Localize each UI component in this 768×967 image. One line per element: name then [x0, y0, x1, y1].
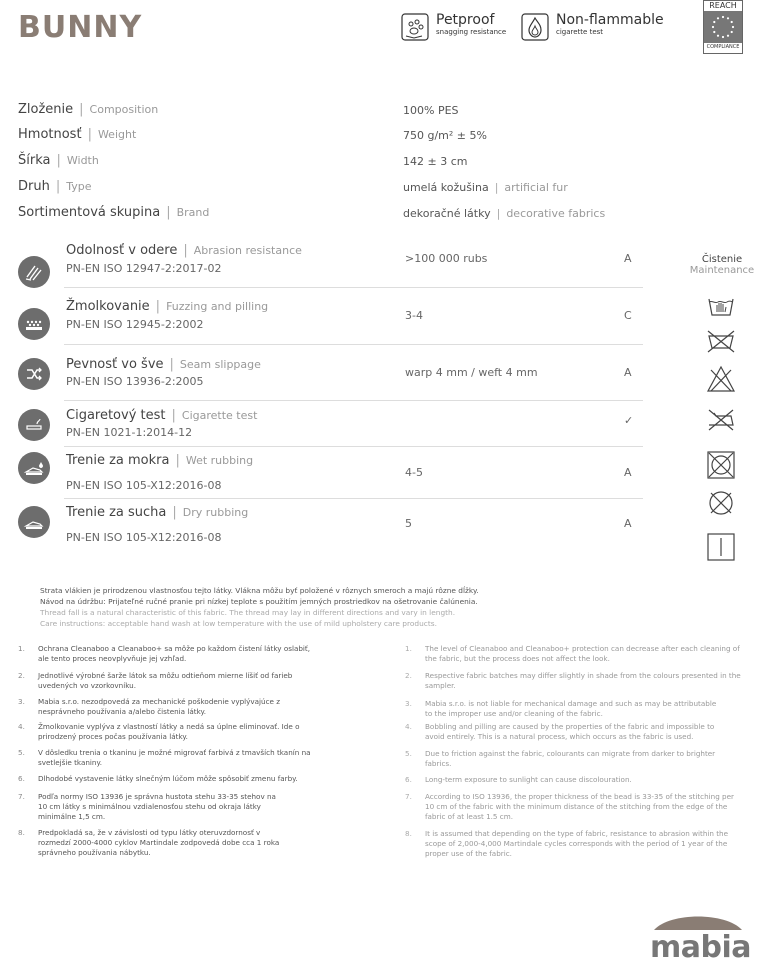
flame-icon: [520, 12, 550, 42]
row-divider: [64, 287, 643, 288]
test-name-en: Cigarette test: [181, 409, 258, 422]
reach-compliance-logo: [703, 0, 743, 54]
spec-row-weight: Hmotnosť | Weight 750 g/m² ± 5%: [18, 127, 487, 142]
test-name-en: Wet rubbing: [185, 454, 254, 467]
spec-label: Sortimentová skupina: [18, 205, 161, 220]
test-standard: PN-EN 1021-1:2014-12: [66, 426, 193, 439]
note-fiber-loss-en: Thread fall is a natural characteristic of this fabric. The thread may lay in different directions and vary in length.: [40, 608, 456, 617]
test-value: 4-5: [405, 466, 423, 479]
test-name: Odolnosť v odere: [66, 243, 178, 258]
abrasion-icon: [18, 256, 50, 288]
spec-value: 100% PES: [403, 104, 459, 117]
spec-row-composition: Zloženie | Composition 100% PES: [18, 102, 459, 117]
product-title: BUNNY: [18, 10, 143, 45]
mabia-logo: [650, 910, 751, 965]
logo-arc-icon: [650, 910, 746, 930]
test-name: Trenie za sucha: [66, 505, 167, 520]
petproof-badge: [400, 12, 506, 42]
test-standard: PN-EN ISO 105-X12:2016-08: [66, 531, 222, 544]
test-value: 3-4: [405, 309, 423, 322]
test-grade: A: [624, 517, 632, 530]
test-grade: ✓: [624, 414, 634, 427]
row-divider: [64, 498, 643, 499]
spec-label: Druh: [18, 179, 50, 194]
badge-title: Non-flammable: [556, 12, 664, 28]
test-name: Žmolkovanie: [66, 299, 150, 314]
spec-label-en: Composition: [89, 103, 159, 116]
eu-stars-icon: [704, 11, 742, 43]
test-standard: PN-EN ISO 12945-2:2002: [66, 318, 204, 331]
test-grade: C: [624, 309, 632, 322]
test-standard: PN-EN ISO 13936-2:2005: [66, 375, 204, 388]
reach-bottom-label: COMPLIANCE: [706, 44, 740, 50]
no-dry-clean-icon: [706, 488, 736, 518]
spec-value: umelá kožušina: [403, 181, 489, 194]
paw-icon: [400, 12, 430, 42]
line-dry-icon: [706, 532, 736, 562]
reach-top-label: REACH: [704, 1, 742, 11]
cigarette-icon: [18, 409, 50, 441]
row-divider: [64, 400, 643, 401]
spec-value: 142 ± 3 cm: [403, 155, 468, 168]
spec-value-en: artificial fur: [504, 181, 568, 194]
logo-text: mabia: [650, 930, 752, 965]
spec-value: 750 g/m² ± 5%: [403, 129, 487, 142]
test-name-en: Fuzzing and pilling: [166, 300, 269, 313]
spec-label: Hmotnosť: [18, 127, 82, 142]
badge-subtitle: snagging resistance: [436, 28, 507, 36]
test-value: warp 4 mm / weft 4 mm: [405, 366, 538, 379]
maintenance-title-sk: Čistenie: [701, 254, 743, 265]
note-care: Návod na údržbu: Prijateľné ručné pranie pri nízkej teplote s použitím jemných prostriedkov na ošetrovanie čalúnenia.: [40, 597, 478, 606]
no-chlorine-bleach-icon: [706, 364, 736, 394]
note-fiber-loss: Strata vlákien je prirodzenou vlastnosťou tejto látky. Vlákna môžu byť položené v rôznych smeroch a majú rôzne dĺžky.: [40, 586, 479, 595]
no-bleach-icon: [706, 326, 736, 356]
spec-label: Zloženie: [18, 102, 74, 117]
seam-icon: [18, 358, 50, 390]
test-name-en: Abrasion resistance: [193, 244, 302, 257]
wet-rubbing-icon: [18, 452, 50, 484]
badge-subtitle: cigarette test: [556, 28, 604, 36]
no-tumble-dry-icon: [706, 450, 736, 480]
dry-rubbing-icon: [18, 506, 50, 538]
test-name: Pevnosť vo šve: [66, 357, 164, 372]
test-grade: A: [624, 466, 632, 479]
spec-label-en: Type: [66, 180, 92, 193]
test-standard: PN-EN ISO 105-X12:2016-08: [66, 479, 222, 492]
test-name: Cigaretový test: [66, 408, 166, 423]
spec-row-type: Druh | Type umelá kožušina | artificial fur: [18, 179, 568, 194]
row-divider: [64, 344, 643, 345]
spec-row-brand: Sortimentová skupina | Brand dekoračné látky | decorative fabrics: [18, 205, 606, 220]
test-name: Trenie za mokra: [66, 453, 170, 468]
spec-label-en: Brand: [176, 206, 210, 219]
non-flammable-badge: [520, 12, 664, 42]
hand-wash-icon: [706, 290, 736, 320]
test-value: >100 000 rubs: [405, 252, 488, 265]
test-name-en: Dry rubbing: [182, 506, 249, 519]
spec-value: dekoračné látky: [403, 207, 491, 220]
test-name-en: Seam slippage: [179, 358, 261, 371]
test-grade: A: [624, 252, 632, 265]
spec-label-en: Width: [66, 154, 99, 167]
note-care-en: Care instructions: acceptable hand wash at low temperature with the use of mild upholstery care products.: [40, 619, 437, 628]
spec-label-en: Weight: [97, 128, 137, 141]
spec-row-width: Šírka | Width 142 ± 3 cm: [18, 153, 468, 168]
spec-label: Šírka: [18, 153, 51, 168]
test-standard: PN-EN ISO 12947-2:2017-02: [66, 262, 222, 275]
test-grade: A: [624, 366, 632, 379]
spec-value-en: decorative fabrics: [506, 207, 606, 220]
row-divider: [64, 446, 643, 447]
maintenance-title: [683, 254, 761, 276]
maintenance-title-en: Maintenance: [689, 265, 755, 276]
test-value: 5: [405, 517, 412, 530]
pilling-icon: [18, 308, 50, 340]
badge-title: Petproof: [436, 12, 495, 28]
no-iron-icon: [706, 404, 736, 434]
